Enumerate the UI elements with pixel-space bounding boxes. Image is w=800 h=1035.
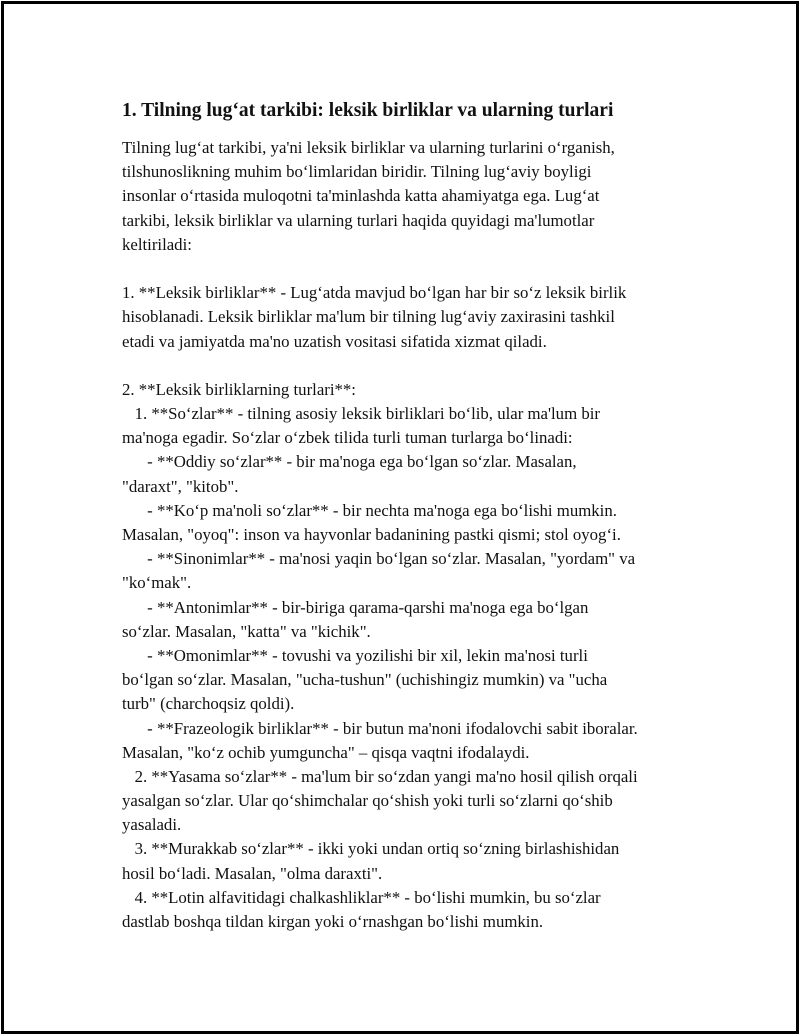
text-line: "daraxt", "kitob". <box>122 476 239 496</box>
intro-paragraph <box>122 136 702 257</box>
text-line: hisoblanadi. Leksik birliklar ma'lum bir tilning lug‘aviy zaxirasini tashkil <box>122 307 615 327</box>
text-line: tarkibi, leksik birliklar va ularning turlari haqida quyidagi ma'lumotlar <box>122 210 595 230</box>
text-line: yasalgan so‘zlar. Ular qo‘shimchalar qo‘shish yoki turli so‘zlarni qo‘shib <box>122 791 613 811</box>
text-line: dastlab boshqa tildan kirgan yoki o‘rnashgan bo‘lishi mumkin. <box>122 912 544 931</box>
text-line: keltiriladi: <box>122 234 192 254</box>
text-line: 2. **Leksik birliklarning turlari**: <box>122 379 356 399</box>
text-line: - **Oddiy so‘zlar** - bir ma'noga ega bo‘lgan so‘zlar. Masalan, <box>122 452 577 472</box>
document-body <box>122 98 702 934</box>
text-line: turb" (charchoqsiz qoldi). <box>122 694 295 714</box>
section-leksik-birliklar <box>122 281 702 354</box>
text-line: 4. **Lotin alfavitidagi chalkashliklar** - bo‘lishi mumkin, bu so‘zlar <box>122 887 601 907</box>
text-line: bo‘lgan so‘zlar. Masalan, "ucha-tushun" (uchishingiz mumkin) va "ucha <box>122 670 608 690</box>
text-line: - **Frazeologik birliklar** - bir butun ma'noni ifodalovchi sabit iboralar. <box>122 718 638 738</box>
text-line: hosil bo‘ladi. Masalan, "olma daraxti". <box>122 863 383 883</box>
text-line: Masalan, "oyoq": inson va hayvonlar badanining pastki qismi; stol oyog‘i. <box>122 525 621 544</box>
text-line: 1. **So‘zlar** - tilning asosiy leksik birliklari bo‘lib, ular ma'lum bir <box>122 404 600 424</box>
text-line: tilshunoslikning muhim bo‘limlaridan biridir. Tilning lug‘aviy boyligi <box>122 162 592 182</box>
paragraph-spacer <box>122 354 702 378</box>
text-line: 3. **Murakkab so‘zlar** - ikki yoki undan ortiq so‘zning birlashishidan <box>122 839 620 859</box>
paragraph-spacer <box>122 257 702 281</box>
text-line: Tilning lug‘at tarkibi, ya'ni leksik birliklar va ularning turlarini o‘rganish, <box>122 138 615 157</box>
page <box>1 1 799 1034</box>
text-line: etadi va jamiyatda ma'no uzatish vositasi sifatida xizmat qiladi. <box>122 331 547 351</box>
text-line: insonlar o‘rtasida muloqotni ta'minlashda katta ahamiyatga ega. Lug‘at <box>122 186 600 206</box>
text-line: "ko‘mak". <box>122 573 192 593</box>
text-line: - **Omonimlar** - tovushi va yozilishi bir xil, lekin ma'nosi turli <box>122 645 588 665</box>
section-leksik-birliklarning-turlari <box>122 378 702 934</box>
text-line: - **Sinonimlar** - ma'nosi yaqin bo‘lgan so‘zlar. Masalan, "yordam" va <box>122 549 636 569</box>
text-line: ma'noga egadir. So‘zlar o‘zbek tilida turli tuman turlarga bo‘linadi: <box>122 428 573 448</box>
document-title: 1. Tilning lug‘at tarkibi: leksik birliklar va ularning turlari <box>122 100 614 121</box>
text-line: 1. **Leksik birliklar** - Lug‘atda mavjud bo‘lgan har bir so‘z leksik birlik <box>122 283 627 303</box>
text-line: 2. **Yasama so‘zlar** - ma'lum bir so‘zdan yangi ma'no hosil qilish orqali <box>122 766 638 786</box>
text-line: Masalan, "ko‘z ochib yumguncha" – qisqa vaqtni ifodalaydi. <box>122 742 530 762</box>
text-line: - **Ko‘p ma'noli so‘zlar** - bir nechta ma'noga ega bo‘lishi mumkin. <box>122 500 617 520</box>
text-line: yasaladi. <box>122 815 182 835</box>
text-line: so‘zlar. Masalan, "katta" va "kichik". <box>122 621 371 641</box>
text-line: - **Antonimlar** - bir-biriga qarama-qarshi ma'noga ega bo‘lgan <box>122 597 589 617</box>
